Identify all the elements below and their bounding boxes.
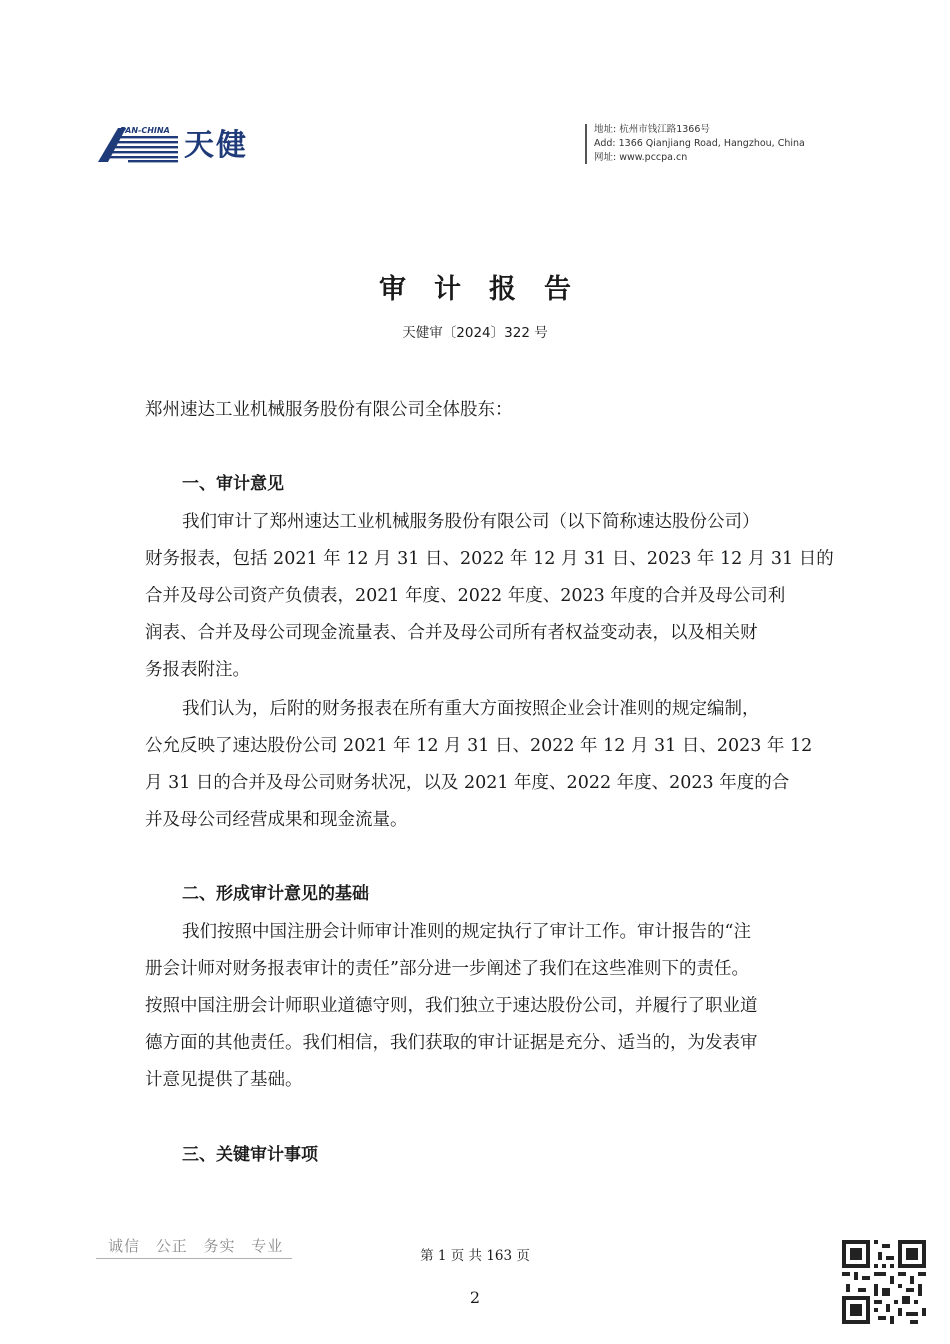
paragraph-line: 润表、合并及母公司现金流量表、合并及母公司所有者权益变动表，以及相关财	[145, 623, 758, 643]
paragraph-line: 德方面的其他责任。我们相信，我们获取的审计证据是充分、适当的，为发表审	[145, 1033, 758, 1053]
footer-motto: 诚信 公正 务实 专业	[108, 1237, 284, 1255]
section-heading: 一、审计意见	[182, 474, 284, 494]
address-cn: 地址: 杭州市钱江路1366号	[594, 124, 710, 135]
paragraph-line: 财务报表，包括 2021 年 12 月 31 日、2022 年 12 月 31 日、2023 年 12 月 31 日的	[145, 549, 834, 569]
paragraph-line: 公允反映了速达股份公司 2021 年 12 月 31 日、2022 年 12 月 31 日、2023 年 12	[145, 736, 813, 756]
paragraph-line: 务报表附注。	[145, 660, 250, 680]
address-divider	[585, 124, 587, 164]
paragraph-line: 按照中国注册会计师职业道德守则，我们独立于速达股份公司，并履行了职业道	[145, 996, 758, 1016]
paragraph-line: 我们审计了郑州速达工业机械服务股份有限公司（以下简称速达股份公司）	[182, 512, 760, 532]
section-heading: 二、形成审计意见的基础	[182, 884, 369, 904]
address-en: Add: 1366 Qianjiang Road, Hangzhou, China	[594, 138, 805, 149]
logo-cn-text: 天健	[184, 128, 248, 163]
page-info: 第 1 页 共 163 页	[420, 1248, 530, 1264]
logo-en-text: PAN-CHINA	[120, 126, 170, 135]
paragraph-line: 我们认为，后附的财务报表在所有重大方面按照企业会计准则的规定编制，	[182, 699, 760, 719]
report-reference: 天健审〔2024〕322 号	[402, 325, 548, 341]
paragraph-line: 并及母公司经营成果和现金流量。	[145, 810, 408, 830]
qr-code-icon	[842, 1240, 926, 1324]
page-number: 2	[469, 1288, 481, 1307]
paragraph-line: 我们按照中国注册会计师审计准则的规定执行了审计工作。审计报告的“注	[182, 922, 751, 942]
paragraph-line: 合并及母公司资产负债表，2021 年度、2022 年度、2023 年度的合并及母公司利	[145, 586, 786, 606]
addressee: 郑州速达工业机械服务股份有限公司全体股东：	[145, 400, 513, 420]
section-heading: 三、关键审计事项	[182, 1145, 318, 1165]
paragraph-line: 计意见提供了基础。	[145, 1070, 303, 1090]
paragraph-line: 册会计师对财务报表审计的责任”部分进一步阐述了我们在这些准则下的责任。	[145, 959, 749, 979]
website: 网址: www.pccpa.cn	[594, 152, 688, 163]
paragraph-line: 月 31 日的合并及母公司财务状况，以及 2021 年度、2022 年度、2023 年度的合	[145, 773, 790, 793]
report-title: 审计报告	[379, 274, 599, 305]
